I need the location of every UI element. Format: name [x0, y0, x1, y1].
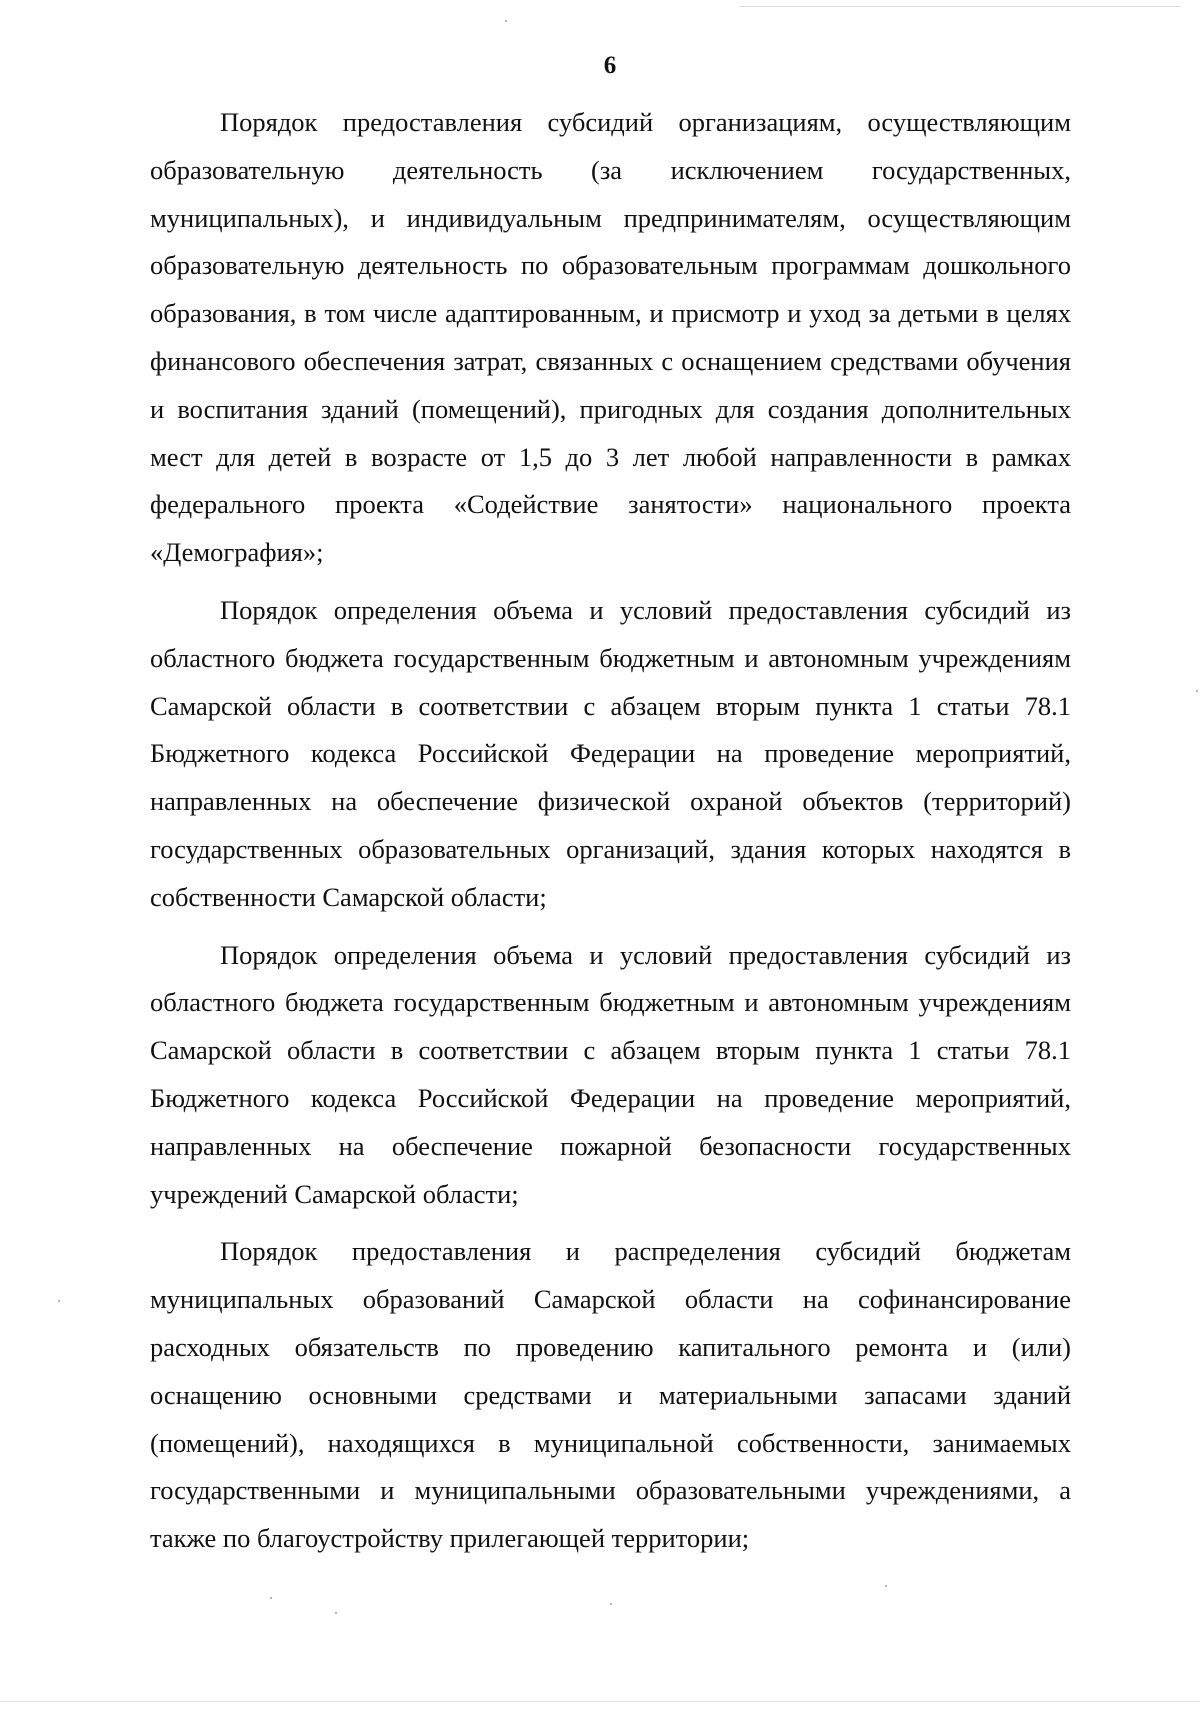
scan-speck	[885, 1585, 887, 1587]
scan-speck	[335, 1612, 337, 1614]
scan-artifact-line	[0, 1701, 1200, 1702]
paragraph-subsidies-preschool-organizations: Порядок предоставления субсидий организациям, осуществляющим образовательную деятельность (за исключением государственных, муниципальных), и индивидуальным предпринимателям, осуществляющим образовательную деятельность по образовательным программам дошкольного образования, в том числе адаптированным, и присмотр и уход за детьми в целях финансового обеспечения затрат, связанных с оснащением средствами обучения и воспитания зданий (помещений), пригодных для создания дополнительных мест для детей в возрасте от 1,5 до 3 лет любой направленности в рамках федерального проекта «Содействие занятости» национального проекта «Демография»;	[150, 107, 1071, 568]
scan-artifact-line	[740, 6, 1180, 7]
scan-speck	[1196, 690, 1198, 692]
paragraph-subsidies-capital-repair: Порядок предоставления и распределения субсидий бюджетам муниципальных образований Самарской области на софинансирование расходных обязательств по проведению капитального ремонта и (или) оснащению основными средствами и материальными запасами зданий (помещений), находящихся в муниципальной собственности, занимаемых государственными и муниципальными образовательными учреждениями, а также по благоустройству прилегающей территории;	[150, 1236, 1071, 1554]
scan-speck	[505, 20, 507, 22]
page-number: 6	[603, 52, 617, 79]
document-body	[150, 99, 1071, 1573]
scan-speck	[610, 1603, 612, 1605]
scan-speck	[270, 1597, 272, 1599]
scan-speck	[58, 1300, 60, 1302]
paragraph-subsidies-fire-safety: Порядок определения объема и условий предоставления субсидий из областного бюджета государственным бюджетным и автономным учреждениям Самарской области в соответствии с абзацем вторым пункта 1 статьи 78.1 Бюджетного кодекса Российской Федерации на проведение мероприятий, направленных на обеспечение пожарной безопасности государственных учреждений Самарской области;	[150, 939, 1071, 1209]
paragraph-subsidies-physical-protection: Порядок определения объема и условий предоставления субсидий из областного бюджета государственным бюджетным и автономным учреждениям Самарской области в соответствии с абзацем вторым пункта 1 статьи 78.1 Бюджетного кодекса Российской Федерации на проведение мероприятий, направленных на обеспечение физической охраной объектов (территорий) государственных образовательных организаций, здания которых находятся в собственности Самарской области;	[150, 594, 1071, 912]
